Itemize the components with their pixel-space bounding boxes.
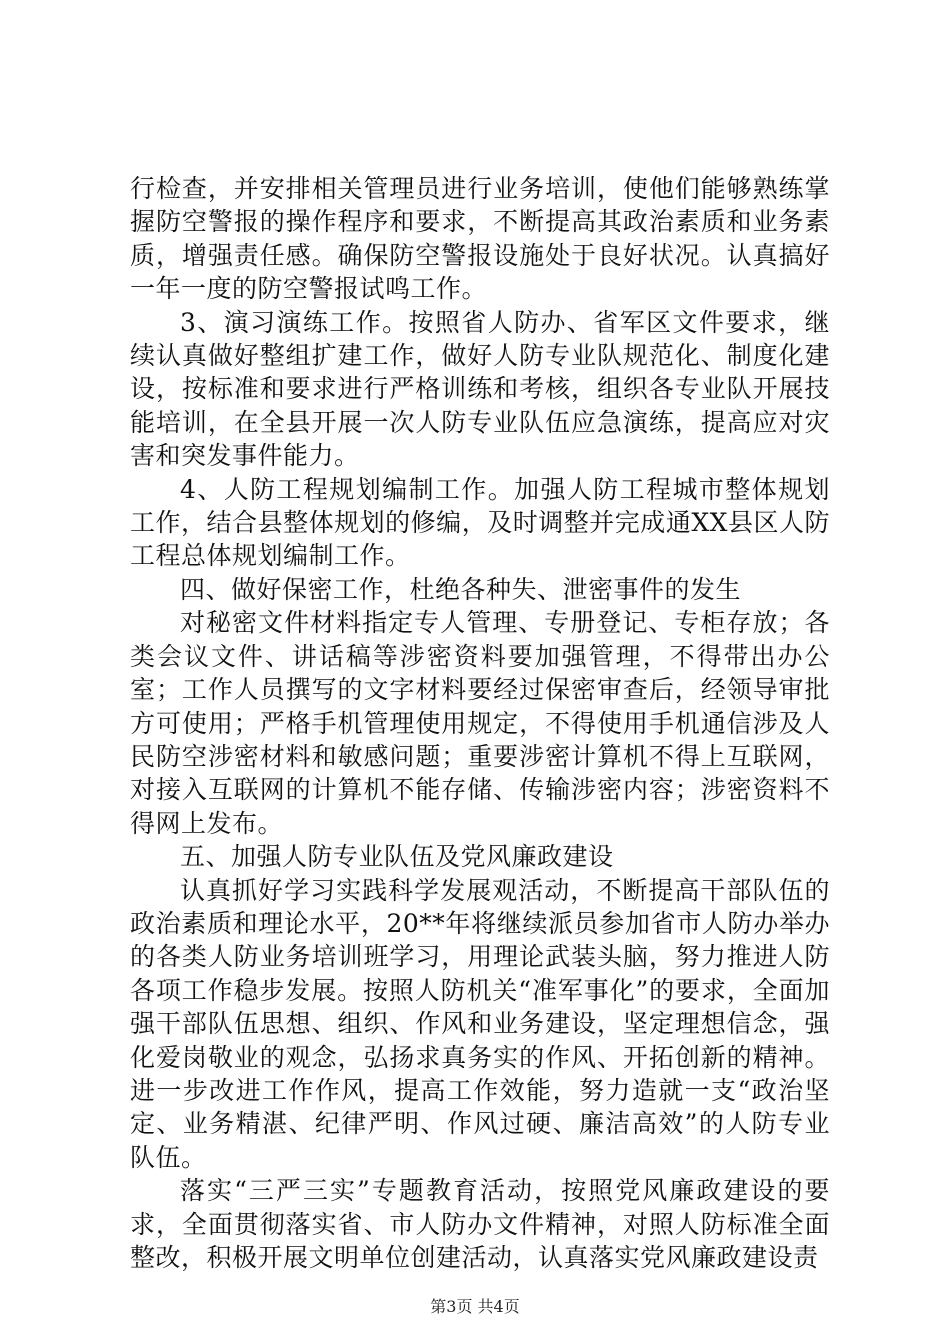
paragraph-3: 4、人防工程规划编制工作。加强人防工程城市整体规划工作，结合县整体规划的修编，及时调整并完成通XX县区人防工程总体规划编制工作。 [130,474,830,571]
paragraph-1: 行检查，并安排相关管理员进行业务培训，使他们能够熟练掌握防空警报的操作程序和要求，不断提高其政治素质和业务素质，增强责任感。确保防空警报设施处于良好状况。认真搞好一年一度的防空警报试鸣工作。 [130,174,830,304]
paragraph-8: 落实“三严三实”专题教育活动，按照党风廉政建设的要求，全面贯彻落实省、市人防办文件精神，对照人防标准全面整改，积极开展文明单位创建活动，认真落实党风廉政建设责 [130,1176,830,1272]
document-body [130,172,830,1274]
section-heading-4: 四、做好保密工作，杜绝各种失、泄密事件的发生 [180,574,742,604]
section-heading-5: 五、加强人防专业队伍及党风廉政建设 [180,842,614,872]
paragraph-7: 认真抓好学习实践科学发展观活动，不断提高干部队伍的政治素质和理论水平，20**年将继续派员参加省市人防办举办的各类人防业务培训班学习，用理论武装头脑，努力推进人防各项工作稳步发展。按照人防机关“准军事化”的要求，全面加强干部队伍思想、组织、作风和业务建设，坚定理想信念，强化爱岗敬业的观念，弘扬求真务实的作风、开拓创新的精神。进一步改进工作作风，提高工作效能，努力造就一支“政治坚定、业务精湛、纪律严明、作风过硬、廉洁高效”的人防专业队伍。 [130,875,830,1172]
page-number-footer: 第3页 共4页 [430,1297,520,1316]
paragraph-2: 3、演习演练工作。按照省人防办、省军区文件要求，继续认真做好整组扩建工作，做好人防专业队规范化、制度化建设，按标准和要求进行严格训练和考核，组织各专业队开展技能培训，在全县开展一次人防专业队伍应急演练，提高应对灾害和突发事件能力。 [130,307,830,471]
paragraph-5: 对秘密文件材料指定专人管理、专册登记、专柜存放；各类会议文件、讲话稿等涉密资料要加强管理，不得带出办公室；工作人员撰写的文字材料要经过保密审查后，经领导审批方可使用；严格手机管理使用规定，不得使用手机通信涉及人民防空涉密材料和敏感问题；重要涉密计算机不得上互联网，对接入互联网的计算机不能存储、传输涉密内容；涉密资料不得网上发布。 [130,608,830,838]
